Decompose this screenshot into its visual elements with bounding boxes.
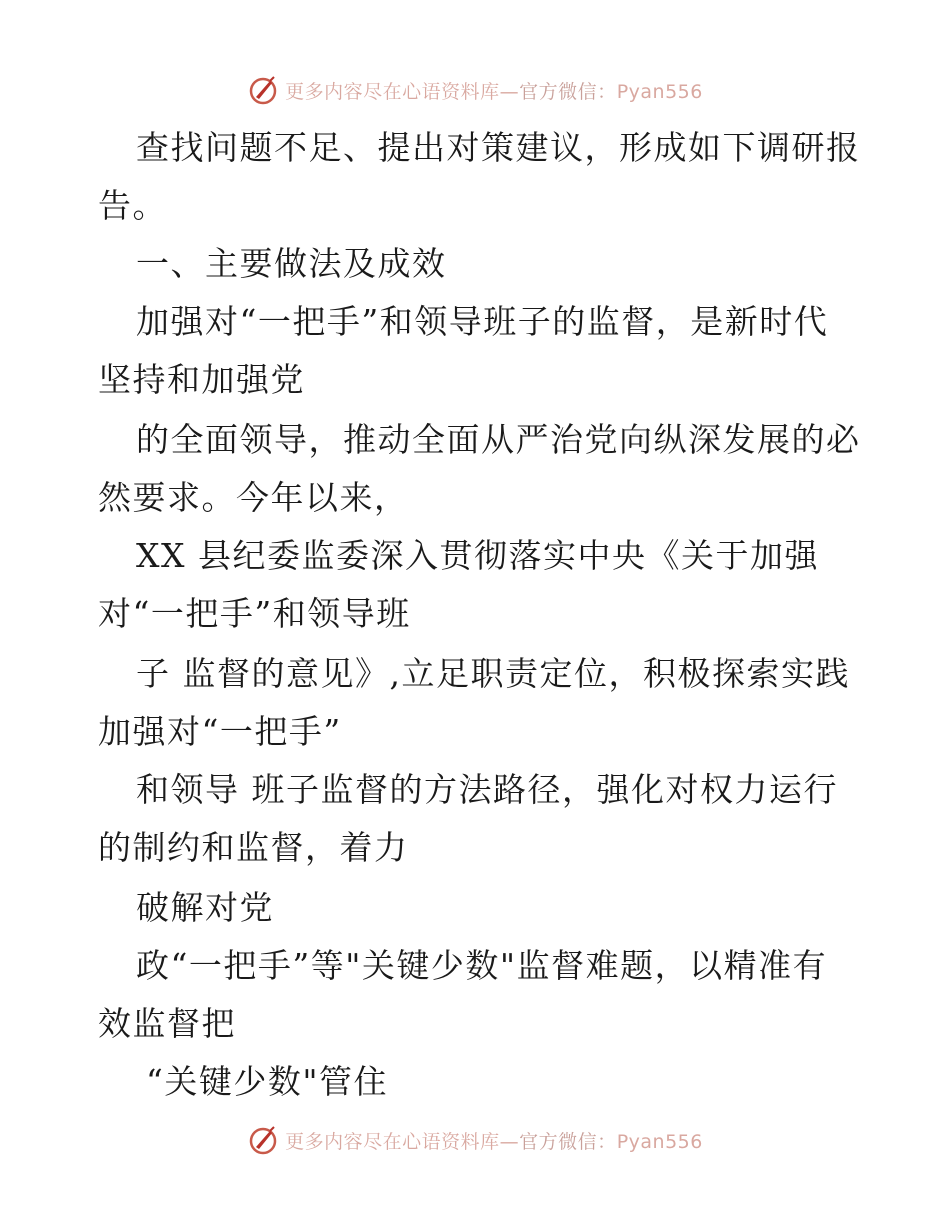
- paragraph-line: “关键少数"管住: [146, 1062, 389, 1101]
- watermark-official-label: 官方微信：: [519, 80, 617, 103]
- quill-pen-circle-icon: [247, 1124, 279, 1156]
- header-watermark: [0, 70, 950, 110]
- paragraph-line: 和领导 班子监督的方法路径，强化对权力运行: [136, 770, 838, 809]
- paragraph-line: 对“一把手”和领导班: [98, 594, 411, 633]
- paragraph-line: 加强对“一把手”和领导班子的监督，是新时代: [136, 302, 829, 341]
- paragraph-line: 坚持和加强党: [98, 360, 305, 399]
- watermark-main-text: 更多内容尽在心语资料库: [285, 1130, 500, 1153]
- paragraph-line: 政“一把手”等"关键少数"监督难题，以精准有: [136, 946, 828, 985]
- watermark-account: Pyan556: [616, 1130, 703, 1153]
- watermark-official-label: 官方微信：: [519, 1130, 617, 1153]
- paragraph-line: 的制约和监督，着力: [98, 828, 409, 867]
- watermark-separator: —: [499, 1130, 520, 1153]
- paragraph-line: 然要求。今年以来，: [98, 478, 409, 517]
- watermark-main-text: 更多内容尽在心语资料库: [285, 80, 500, 103]
- watermark-account: Pyan556: [616, 80, 703, 103]
- paragraph-line: 加强对“一把手”: [98, 712, 342, 751]
- paragraph-line: 查找问题不足、提出对策建议，形成如下调研报: [136, 128, 861, 167]
- watermark-text: [285, 1127, 703, 1154]
- paragraph-line: 告。: [98, 186, 167, 225]
- footer-watermark: [0, 1120, 950, 1160]
- paragraph-line: 破解对党: [136, 888, 274, 927]
- paragraph-line: 的全面领导，推动全面从严治党向纵深发展的必: [136, 420, 861, 459]
- paragraph-line: 子 监督的意见》,立足职责定位，积极探索实践: [136, 654, 850, 693]
- watermark-text: [285, 77, 703, 104]
- paragraph-line: XX 县纪委监委深入贯彻落实中央《关于加强: [136, 536, 819, 575]
- quill-pen-circle-icon: [247, 74, 279, 106]
- watermark-separator: —: [499, 80, 520, 103]
- section-heading: 一、主要做法及成效: [136, 244, 447, 283]
- paragraph-line: 效监督把: [98, 1004, 236, 1043]
